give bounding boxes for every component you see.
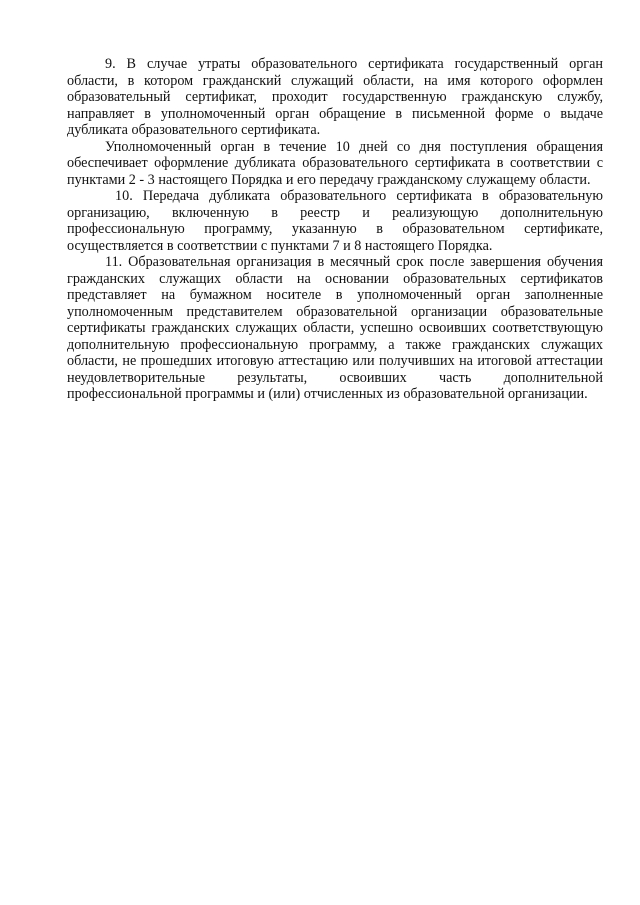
paragraph-10: 10. Передача дубликата образовательного сертификата в образовательную организацию, включенную в реестр и реализующую дополнительную профессиональную программу, указанную в образовательном сертификате, осуществляется в соответствии с пунктами 7 и 8 настоящего Порядка. bbox=[67, 188, 603, 254]
paragraph-11: 11. Образовательная организация в месячный срок после завершения обучения гражданских служащих области на основании образовательных сертификатов представляет на бумажном носителе в уполномоченный орган заполненные уполномоченным представителем образовательной организации образовательные сертификаты гражданских служащих области, успешно освоивших соответствующую дополнительную профессиональную программу, а также гражданских служащих области, не прошедших итоговую аттестацию или получивших на итоговой аттестации неудовлетворительные результаты, освоивших часть дополнительной профессиональной программы и (или) отчисленных из образовательной организации. bbox=[67, 254, 603, 402]
paragraph-9: 9. В случае утраты образовательного сертификата государственный орган области, в котором гражданский служащий области, на имя которого оформлен образовательный сертификат, проходит государственную гражданскую службу, направляет в уполномоченный орган обращение в письменной форме о выдаче дубликата образовательного сертификата. bbox=[67, 56, 603, 138]
document-page bbox=[67, 56, 603, 403]
paragraph-9-continued: Уполномоченный орган в течение 10 дней со дня поступления обращения обеспечивает оформление дубликата образовательного сертификата в соответствии с пунктами 2 - 3 настоящего Порядка и его передачу гражданскому служащему области. bbox=[67, 138, 603, 188]
